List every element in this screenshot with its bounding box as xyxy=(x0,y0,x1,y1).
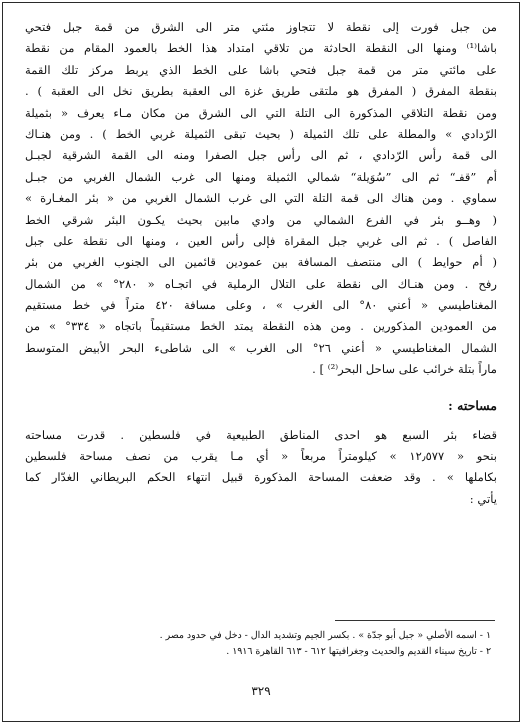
body-line: الفاصل ) . ثم الى غربي جبل المقراة فإلى رأس العين ، ومنها الى نقطة على جبل xyxy=(25,233,497,248)
page-frame xyxy=(2,2,520,722)
body-line: رفح . ومن هنـاك الى نقطة على التلال الرملية في اتجـاه « ٢٨٠° » من الشمال xyxy=(25,276,497,291)
footnotes xyxy=(29,628,491,660)
footnote: ١ - اسمه الأصلي « جبل أبو جدّة » . بكسر الجيم وتشديد الدال - دخل في حدود مصر . xyxy=(159,630,491,641)
body-line: من جبل فورت إلى نقطة لا تتجاوز مئتي متر الى الشرق من قمة جبل فتحي xyxy=(25,20,497,34)
body-line: أم ”قفـ“ ثم الى ”سُوَيلة“ شمالي الثميلة ومنها الى غرب الشمال الغربي من جبـل xyxy=(25,169,497,184)
section-line: قضاء بئر السبع هو احدى المناطق الطبيعية في فلسطين . قدرت مساحته xyxy=(25,427,497,442)
page-number: ٣٢٩ xyxy=(251,684,271,698)
body-line: الرّدادي » والمطلة على تلك الثميلة ( بحيث تبقى الثميلة غربي الخط ) . ومن هنـاك xyxy=(25,126,497,141)
body-line: باشا⁽¹⁾ ومنها الى النقطة الحادثة من تلاقي امتداد هذا الخط بالعمود المقام من نقطة xyxy=(25,41,497,56)
body-line: ( أم حوايط ) الى منتصف المسافة بين عمودين قائمين الى الجنوب الغربي من بئر xyxy=(25,255,497,270)
body-line: ماراً بتلة خرائب على ساحل البحر⁽²⁾ ] . xyxy=(312,362,497,377)
footnote-divider xyxy=(335,620,495,621)
section-line: يأتي : xyxy=(469,491,497,506)
section-line: بنحو « ١٢٫٥٧٧ » كيلومتراً مربعاً « أي مـا يقرب من نصف مساحة فلسطين xyxy=(25,449,497,464)
section-line: بكاملها » . وقد ضعفت المساحة المذكورة قبيل انتهاء الحكم البريطاني الغدّار كما xyxy=(25,470,497,485)
body-line: ومن نقطة التلاقي المذكورة الى التلة التي الى الشرق من مكان مـاء يعرف « بثميلة xyxy=(25,105,497,120)
footnote: ٢ - تاريخ سيناء القديم والحديث وجغرافيتها ٦١٢ - ٦١٣ القاهرة ١٩١٦ . xyxy=(226,646,491,657)
body-text xyxy=(25,17,497,510)
body-line: الى قمة رأس الرّدادي ، ثم الى رأس جبل الصفرا ومنه الى القمة الشرقية لجبـل xyxy=(25,148,497,163)
body-line: سماوي . ومن هناك الى قمة التلة التي الى غرب الشمال الغربي من « بئر المغـارة » xyxy=(25,191,497,206)
body-line: ( وهــو بئر في الفرع الشمالي من وادي مابين بحيث يكـون البئر شرقي الخط xyxy=(25,212,497,227)
paragraph-gap xyxy=(25,417,497,425)
section-heading: مساحته : xyxy=(448,397,497,413)
body-line: بنقطة المفرق ( المفرق هو ملتقى طريق غزة الى العقبة بطريق نخل الى العقبة ) . xyxy=(25,84,497,99)
body-line: الشمال المغناطيسي « أعني ٢٦° الى الغرب » الى شاطىء البحر الأبيض المتوسط xyxy=(25,340,497,355)
paragraph-gap xyxy=(25,381,497,395)
body-line: على مائتي متر من قمة جبل فتحي باشا على الخط الذي يربط مركز تلك القمة xyxy=(25,62,497,77)
body-line: المغناطيسي « أعني ٨٠° الى الغرب » ، وعلى مسافة ٤٢٠ متراً في خط مستقيم xyxy=(25,298,497,313)
body-line: من العمودين المذكورين . ومن هذه النقطة يمتد الخط مستقيماً باتجاه « ٣٣٤° » من xyxy=(25,319,497,334)
